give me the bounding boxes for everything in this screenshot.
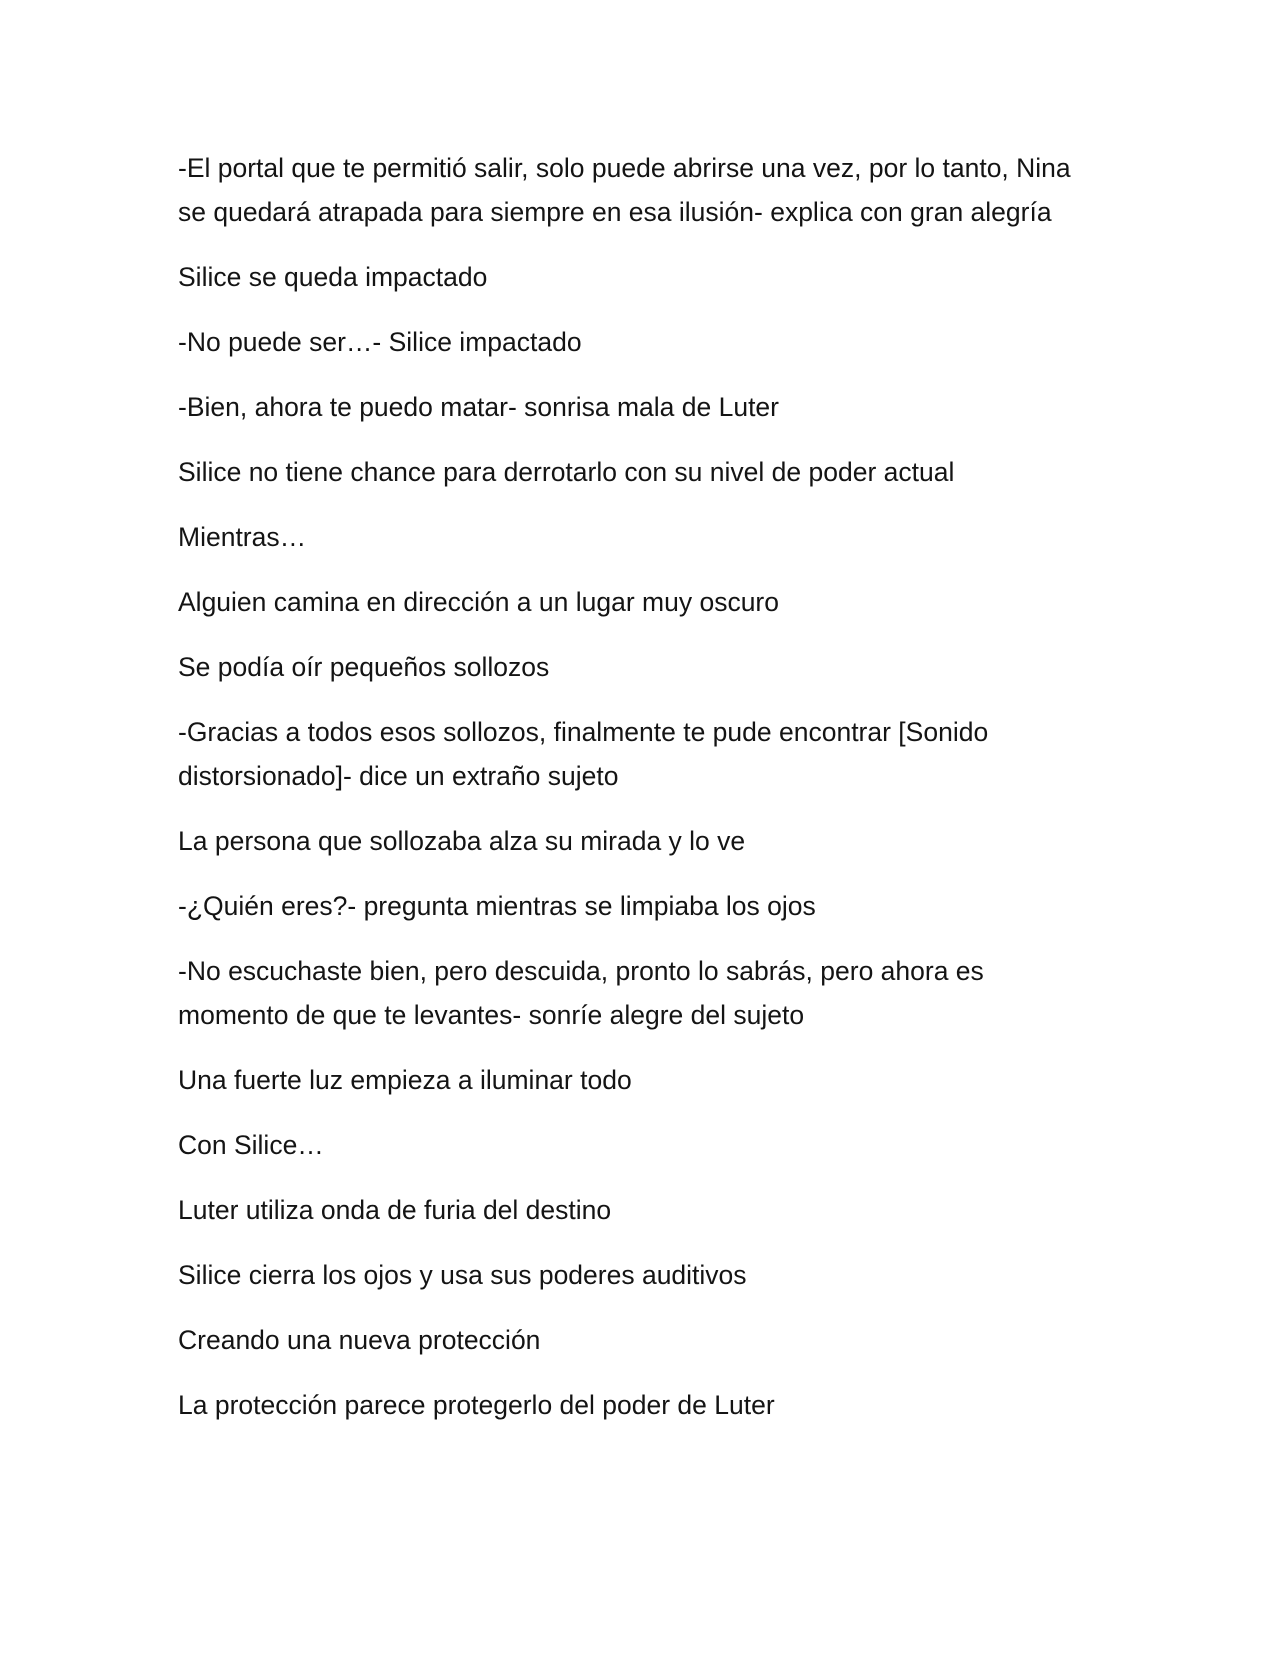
paragraph-9: -Gracias a todos esos sollozos, finalmente te pude encontrar [Sonido distorsionado]- dice un extraño sujeto <box>178 717 989 791</box>
document-body <box>178 146 1098 1448</box>
paragraph-12: -No escuchaste bien, pero descuida, pronto lo sabrás, pero ahora es momento de que te levantes- sonríe alegre del sujeto <box>178 956 984 1030</box>
paragraph-7: Alguien camina en dirección a un lugar muy oscuro <box>178 587 779 617</box>
paragraph-17: Creando una nueva protección <box>178 1325 541 1355</box>
paragraph-5: Silice no tiene chance para derrotarlo con su nivel de poder actual <box>178 457 955 487</box>
paragraph-4: -Bien, ahora te puedo matar- sonrisa mala de Luter <box>178 392 779 422</box>
paragraph-3: -No puede ser…- Silice impactado <box>178 327 582 357</box>
paragraph-11: -¿Quién eres?- pregunta mientras se limpiaba los ojos <box>178 891 816 921</box>
paragraph-10: La persona que sollozaba alza su mirada y lo ve <box>178 826 746 856</box>
paragraph-16: Silice cierra los ojos y usa sus poderes auditivos <box>178 1260 747 1290</box>
paragraph-13: Una fuerte luz empieza a iluminar todo <box>178 1065 632 1095</box>
paragraph-15: Luter utiliza onda de furia del destino <box>178 1195 612 1225</box>
paragraph-2: Silice se queda impactado <box>178 262 488 292</box>
paragraph-1: -El portal que te permitió salir, solo puede abrirse una vez, por lo tanto, Nina se quedará atrapada para siempre en esa ilusión- explica con gran alegría <box>178 153 1071 227</box>
paragraph-8: Se podía oír pequeños sollozos <box>178 652 550 682</box>
paragraph-14: Con Silice… <box>178 1130 324 1160</box>
paragraph-18: La protección parece protegerlo del poder de Luter <box>178 1390 775 1420</box>
paragraph-6: Mientras… <box>178 522 307 552</box>
